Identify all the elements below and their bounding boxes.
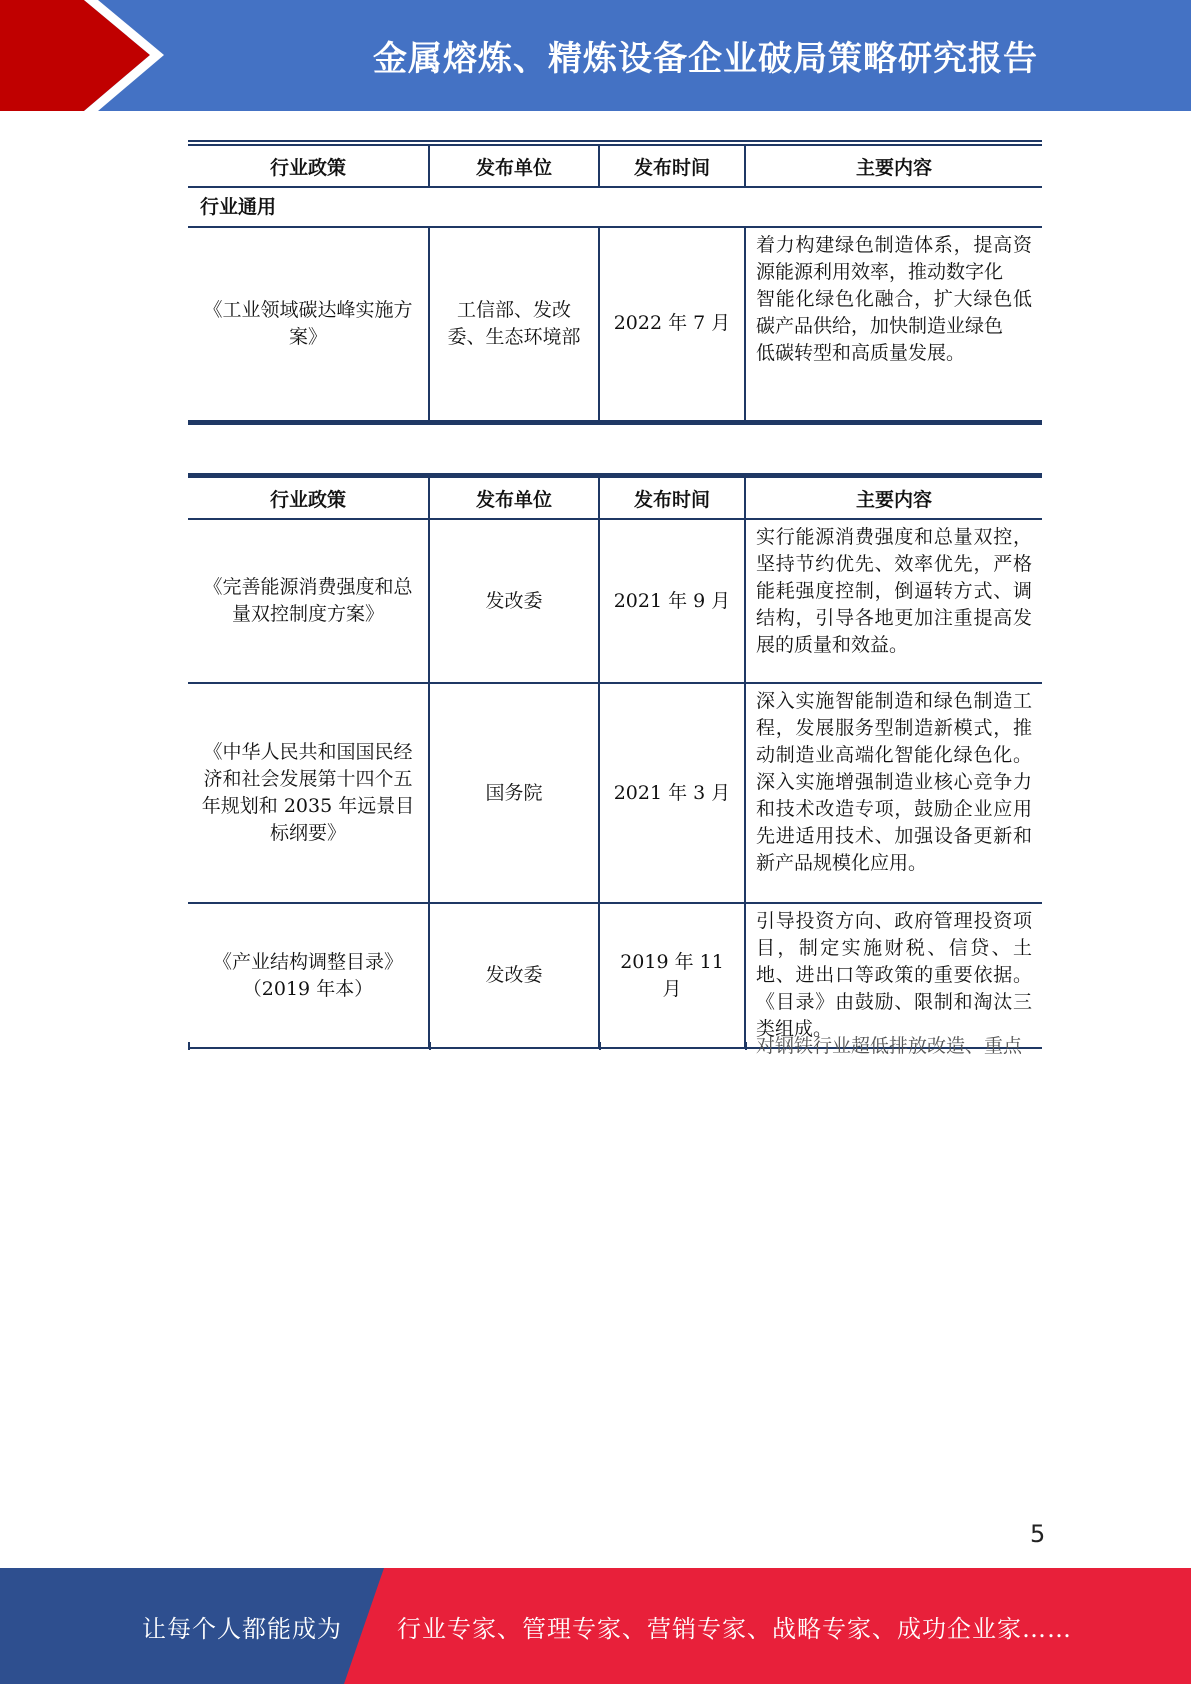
header-date: 发布时间 [599, 476, 745, 520]
policy-date: 2022 年 7 月 [599, 227, 745, 422]
header-issuer: 发布单位 [429, 476, 599, 520]
policy-content: 引导投资方向、政府管理投资项目，制定实施财税、信贷、土地、进出口等政策的重要依据。《目录》由鼓励、限制和淘汰三类组成。 [745, 903, 1042, 1048]
policy-date: 2019 年 11 月 [599, 903, 745, 1048]
table-row [188, 903, 1042, 1048]
policy-date: 2021 年 9 月 [599, 519, 745, 683]
policy-issuer: 国务院 [429, 683, 599, 903]
table-header-row [188, 143, 1042, 187]
policy-issuer: 工信部、发改委、生态环境部 [429, 227, 599, 422]
header-content: 主要内容 [745, 143, 1042, 187]
section-label: 行业通用 [188, 187, 1042, 227]
section-row [188, 187, 1042, 227]
page-header [0, 0, 1191, 111]
report-title: 金属熔炼、精炼设备企业破局策略研究报告 [373, 39, 1038, 79]
policy-table-general [188, 140, 1042, 425]
header-arrow-decoration [0, 0, 240, 111]
truncated-table-row [188, 1035, 1044, 1057]
policy-content: 实行能源消费强度和总量双控，坚持节约优先、效率优先，严格能耗强度控制，倒逼转方式、调结构，引导各地更加注重提高发展的质量和效益。 [745, 519, 1042, 683]
header-date: 发布时间 [599, 143, 745, 187]
footer-slogan-left: 让每个人都能成为 [142, 1614, 342, 1643]
policy-name: 《中华人民共和国国民经济和社会发展第十四个五年规划和 2035 年远景目标纲要》 [188, 683, 429, 903]
page-number: 5 [1030, 1520, 1046, 1548]
table-row [188, 519, 1042, 683]
policy-content: 深入实施智能制造和绿色制造工程，发展服务型制造新模式，推动制造业高端化智能化绿色化。深入实施增强制造业核心竞争力和技术改造专项，鼓励企业应用先进适用技术、加强设备更新和新产品规模化应用。 [745, 683, 1042, 903]
table-row [188, 227, 1042, 422]
header-content: 主要内容 [745, 476, 1042, 520]
column-divider [599, 1042, 601, 1050]
header-policy: 行业政策 [188, 476, 429, 520]
header-policy: 行业政策 [188, 143, 429, 187]
header-issuer: 发布单位 [429, 143, 599, 187]
column-divider [745, 1042, 747, 1050]
policy-name: 《产业结构调整目录》（2019 年本） [188, 903, 429, 1048]
page-footer [0, 1568, 1191, 1684]
policy-name: 《工业领域碳达峰实施方案》 [188, 227, 429, 422]
policy-issuer: 发改委 [429, 903, 599, 1048]
policy-issuer: 发改委 [429, 519, 599, 683]
truncated-content: 对钢铁行业超低排放改造、重点 [756, 1035, 1023, 1057]
column-divider [429, 1042, 431, 1050]
policy-content: 着力构建绿色制造体系，提高资源能源利用效率，推动数字化 智能化绿色化融合，扩大绿色低碳产品供给，加快制造业绿色 低碳转型和高质量发展。 [745, 227, 1042, 422]
table-header-row [188, 476, 1042, 520]
footer-slogan-right: 行业专家、管理专家、营销专家、战略专家、成功企业家…… [397, 1614, 1072, 1643]
policy-table-national [188, 473, 1042, 1057]
policy-name: 《完善能源消费强度和总量双控制度方案》 [188, 519, 429, 683]
policy-date: 2021 年 3 月 [599, 683, 745, 903]
table-row [188, 683, 1042, 903]
